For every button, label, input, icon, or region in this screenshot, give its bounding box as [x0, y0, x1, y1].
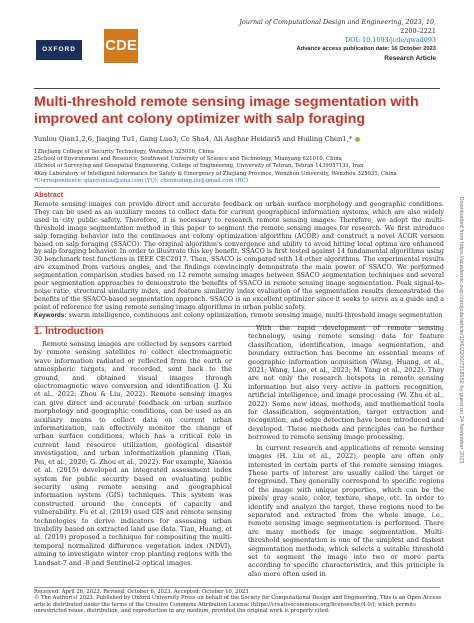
section-heading-introduction: 1. Introduction: [34, 326, 104, 337]
footer: [34, 589, 444, 615]
footer-divider: [34, 587, 440, 588]
article-title: Multi-threshold remote sensing image segmentation with improved ant colony optimizer with salp foraging: [34, 94, 419, 127]
abstract-text: Remote sensing images can provide direct and accurate feedback on urban surface morphology and geographic conditions. They can be used as an auxiliary means to collect data for current geographical information systems, which are also widely used in city public safety. Therefore, it is necessary to research remote sensing images. Therefore, we adopt the multi-threshold image segmentation method in this paper to segment the remote sensing images for research. We first introduce salp foraging behavior into the continuous ant colony optimization algorithm (ACOR) and construct a novel ACOR version based on salp foraging (SSACO). The original algorithm's convergence and ability to avoid hitting local optima are enhanced by salp foraging behavior. In order to illustrate this key benefit, SSACO is first tested against 14 fundamental algorithms using 30 benchmark test functions in IEEE CEC2017. Then, SSACO is compared with 14 other algorithms. The experimental results are examined from various angles, and the findings convincingly demonstrate the main power of SSACO. We performed segmentation comparison studies based on 12 remote sensing images between SSACO segmentation techniques and several peer segmentation approaches to demonstrate the benefits of SSACO in remote sensing image segmentation. Peak signal-to-noise ratio, structural similarity index, and feature similarity index evaluation of the segmentation results demonstrated the benefits of the SSACO-based segmentation approach. SSACO is an excellent optimizer since it seeks to serve as a guide and a point of reference for using remote sensing image algorithms in urban public safety.: [34, 201, 444, 311]
keywords-label: Keywords:: [34, 312, 67, 319]
intro-paragraph-3: In current research and applications of remote sensing images (H. Liu et al., 2022), people are often only interested in certain parts of the remote sensing images. These parts of interest are usually called the target or foreground. They generally correspond to specific regions of the image with unique properties, which can be the pixels' gray scale, color, texture, shape, etc. In order to identify and analyze the target, these regions need to be separated and extracted from the whole image, i.e., remote sensing image segmentation is performed. There are many methods for image segmentation. Multi-threshold segmentation is one of the simplest and fastest segmentation methods, which selects a suitable threshold set to segment the image into two or more parts according to specific characteristics, and this principle is also more often used in: [248, 443, 444, 578]
received-dates: Received: April 26, 2023. Revised: October 6, 2023. Accepted: October 10, 2023: [34, 589, 249, 595]
journal-citation-line2: 2200–2221: [400, 27, 436, 35]
affiliation-2: 2School of Environment and Resource, Southwest University of Science and Technology, Mianyang 621010, China: [34, 156, 342, 163]
affiliation-1: 1Zhejiang College of Security Technology, Wenzhou 325016, China: [34, 149, 215, 155]
affiliation-3: 3School of Surveying and Geospatial Engineering, College of Engineering, University of Tehran, Tehran 1439957131, Iran: [34, 163, 364, 170]
affiliations: [34, 149, 454, 185]
copyright-notice: © The Author(s) 2023. Published by Oxford University Press on behalf of the Society for Computational Design and Engineering. This is an Open Access article distributed under the terms of the Creative Commons Attribution License (https://creativecommons.org/licenses/by/4.0/), which permits unrestricted reuse, distribution, and reproduction in any medium, provided the original work is properly cited.: [34, 595, 442, 615]
doi-link[interactable]: DOI: 10.1093/jcde/qwad093: [345, 36, 436, 44]
cde-journal-logo: CDE: [104, 29, 138, 63]
intro-left-column: [34, 340, 232, 569]
abstract-heading: Abstract: [34, 190, 64, 199]
article-type-label: Research Article: [384, 55, 436, 62]
download-watermark: [456, 150, 466, 510]
keywords-text: swarm intelligence, continuous ant colony optimization, remote sensing image, multi-threshold image segmentation: [68, 312, 443, 319]
download-watermark-text: Downloaded from https://academic.oup.com/jcde/article/10/6/2200/7318552 by guest on 24 November 2023: [458, 196, 464, 464]
correspondence[interactable]: *Correspondence: qianyunlou@sina.com (YQ); chenhuiling.jlu@gmail.com (HC): [34, 177, 249, 184]
advance-access-date: Advance access publication date: 16 October 2023: [296, 46, 436, 52]
journal-header: [136, 18, 436, 63]
intro-paragraph-1: Remote sensing images are collected by sensors carried by remote sensing satellites to collect electromagnetic wave information radiated or reflected from the earth or atmospheric targets, and recorded, sent back to the ground, and obtained visual images through electromagnetic wave conversion and identification (J. Xu et al., 2022; Zhou & Liu, 2022). Remote sensing images can give direct and accurate feedback on urban surface morphology and geographic conditions, can be used as an auxiliary means to collect data on current urban informatization, can effectively monitor the change of urban surface conditions, which has a critical role in current land resource utilization, geological disaster investigation, and urban informatization planning (Tian, Pei, et al., 2020; G. Zhou et al., 2022). For example, Xiaoxia et al. (2015) developed an integrated assessment index system for public security based on evaluating public security using remote sensing and geographical information system (GIS) techniques. This system was constructed around the concepts of capacity and vulnerability. Fu et al. (2019) used GIS and remote sensing technologies to derive indicators for assessing urban livability based on extracted land use data. Tian, Huang, et al. (2019) proposed a technique for compositing the multi-temporal normalized difference vegetation index (NDVI), aiming to investigate winter crop planting regions with the Landsat-7 and -8 and Sentinel-2 optical images.: [34, 340, 233, 567]
abstract-divider: [34, 187, 440, 188]
header-divider: [34, 88, 440, 89]
oxford-logo: OXFORD: [36, 40, 82, 60]
affiliation-4: 4Key Laboratory of Intelligent Informatics for Safety & Emergency of Zhejiang Province, Wenzhou University, Wenzhou 325035, China: [34, 170, 397, 177]
author-list: [34, 135, 444, 144]
orcid-icon[interactable]: [355, 137, 360, 142]
authors-text: Yunlou Qian1,2,6, Jiaqing Tu1, Gang Luo3, Ce Sha4, Ali Asghar Heidari5 and Huiling Chen1,*: [34, 135, 353, 143]
intro-right-column: [248, 324, 444, 580]
keywords: [34, 312, 444, 320]
intro-paragraph-2: With the rapid development of remote sensing technology, using remote sensing data for feature classification, identification, image segmentation, and boundary extraction has become an essential means of geographic information acquisition (Wang, Huang, et al., 2021; Wang, Liao, et al., 2023; M. Yang et al., 2022). They are not only the research hotspots in remote sensing information but also very active in pattern recognition, artificial intelligence, and image processing (W. Zhu et al., 2022). Some new ideas, methods, and mathematical tools for classification, segmentation, target extraction and recognition, and edge detection have been introduced and developed. These methods and principles can be further borrowed to remote sensing image processing.: [248, 324, 444, 442]
journal-citation-line1: Journal of Computational Design and Engineering, 2023, 10,: [239, 18, 436, 26]
